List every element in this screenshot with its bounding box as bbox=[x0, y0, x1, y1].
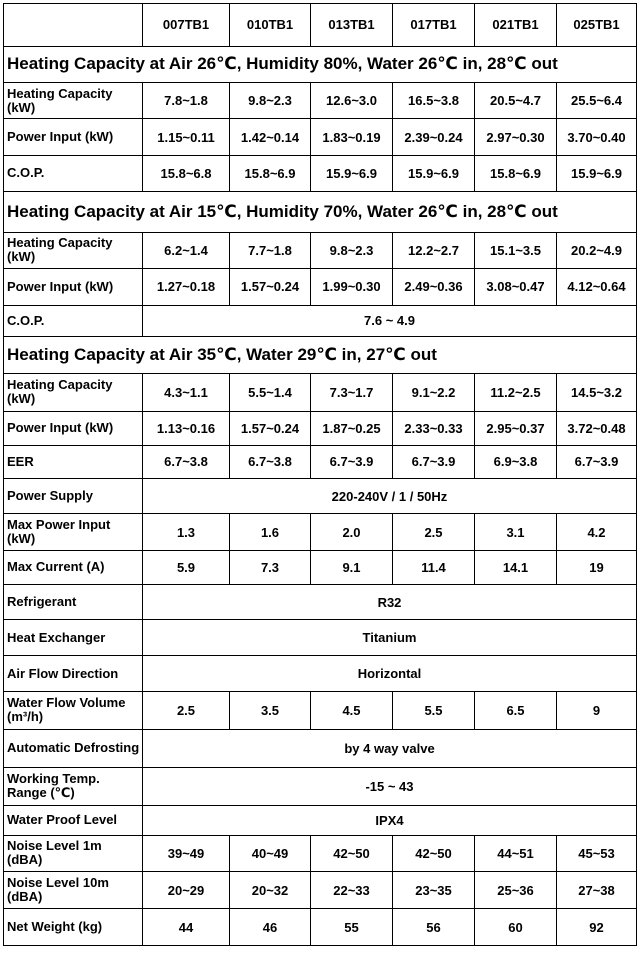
value-cell: 44 bbox=[143, 909, 230, 946]
model-header-cell: 007TB1 bbox=[143, 4, 230, 47]
value-cell: 9.8~2.3 bbox=[230, 83, 311, 119]
value-cell: 1.42~0.14 bbox=[230, 119, 311, 155]
row-label: Net Weight (kg) bbox=[4, 909, 143, 946]
value-cell: 6.2~1.4 bbox=[143, 232, 230, 268]
value-cell: 55 bbox=[311, 909, 393, 946]
value-cell: 2.5 bbox=[393, 514, 475, 550]
value-cell: 92 bbox=[557, 909, 637, 946]
value-cell: 6.7~3.9 bbox=[311, 445, 393, 478]
value-cell: 25~36 bbox=[475, 872, 557, 909]
row-label: Noise Level 10m (dBA) bbox=[4, 872, 143, 909]
shared-value-cell: Horizontal bbox=[143, 655, 637, 691]
value-cell: 6.9~3.8 bbox=[475, 445, 557, 478]
value-cell: 15.9~6.9 bbox=[393, 155, 475, 191]
model-header-cell: 017TB1 bbox=[393, 4, 475, 47]
value-cell: 1.57~0.24 bbox=[230, 269, 311, 305]
value-cell: 7.3~1.7 bbox=[311, 374, 393, 411]
value-cell: 14.1 bbox=[475, 550, 557, 584]
shared-value-cell: Titanium bbox=[143, 620, 637, 655]
value-cell: 4.3~1.1 bbox=[143, 374, 230, 411]
table-row bbox=[4, 835, 637, 871]
value-cell: 6.7~3.8 bbox=[230, 445, 311, 478]
value-cell: 20~29 bbox=[143, 872, 230, 909]
value-cell: 20.5~4.7 bbox=[475, 83, 557, 119]
value-cell: 15.1~3.5 bbox=[475, 232, 557, 268]
value-cell: 1.6 bbox=[230, 514, 311, 550]
row-label: Refrigerant bbox=[4, 585, 143, 620]
value-cell: 16.5~3.8 bbox=[393, 83, 475, 119]
table-row bbox=[4, 729, 637, 767]
row-label: Power Supply bbox=[4, 479, 143, 514]
value-cell: 1.13~0.16 bbox=[143, 411, 230, 445]
row-label: Water Proof Level bbox=[4, 805, 143, 835]
value-cell: 6.7~3.9 bbox=[557, 445, 637, 478]
table-row bbox=[4, 620, 637, 655]
value-cell: 3.5 bbox=[230, 692, 311, 729]
model-header-cell: 010TB1 bbox=[230, 4, 311, 47]
value-cell: 9.1~2.2 bbox=[393, 374, 475, 411]
value-cell: 14.5~3.2 bbox=[557, 374, 637, 411]
table-row bbox=[4, 514, 637, 550]
value-cell: 1.99~0.30 bbox=[311, 269, 393, 305]
table-row bbox=[4, 155, 637, 191]
value-cell: 1.83~0.19 bbox=[311, 119, 393, 155]
table-row bbox=[4, 411, 637, 445]
value-cell: 3.1 bbox=[475, 514, 557, 550]
row-label: Power Input (kW) bbox=[4, 269, 143, 305]
table-row bbox=[4, 585, 637, 620]
value-cell: 9 bbox=[557, 692, 637, 729]
value-cell: 3.70~0.40 bbox=[557, 119, 637, 155]
row-label: Max Power Input (kW) bbox=[4, 514, 143, 550]
shared-value-cell: 220-240V / 1 / 50Hz bbox=[143, 479, 637, 514]
model-header-cell: 025TB1 bbox=[557, 4, 637, 47]
value-cell: 4.5 bbox=[311, 692, 393, 729]
value-cell: 2.95~0.37 bbox=[475, 411, 557, 445]
row-label: Noise Level 1m (dBA) bbox=[4, 835, 143, 871]
row-label: Heating Capacity (kW) bbox=[4, 232, 143, 268]
row-label: EER bbox=[4, 445, 143, 478]
value-cell: 7.3 bbox=[230, 550, 311, 584]
value-cell: 6.5 bbox=[475, 692, 557, 729]
value-cell: 15.9~6.9 bbox=[557, 155, 637, 191]
value-cell: 1.27~0.18 bbox=[143, 269, 230, 305]
value-cell: 42~50 bbox=[311, 835, 393, 871]
value-cell: 1.15~0.11 bbox=[143, 119, 230, 155]
row-label: Heating Capacity (kW) bbox=[4, 374, 143, 411]
table-row bbox=[4, 4, 637, 47]
spec-table bbox=[3, 3, 637, 946]
value-cell: 23~35 bbox=[393, 872, 475, 909]
shared-value-cell: -15 ~ 43 bbox=[143, 768, 637, 805]
value-cell: 39~49 bbox=[143, 835, 230, 871]
section-row bbox=[4, 46, 637, 82]
row-label: Max Current (A) bbox=[4, 550, 143, 584]
value-cell: 9.1 bbox=[311, 550, 393, 584]
table-row bbox=[4, 655, 637, 691]
value-cell: 15.8~6.9 bbox=[475, 155, 557, 191]
value-cell: 5.5~1.4 bbox=[230, 374, 311, 411]
section-title: Heating Capacity at Air 15℃, Humidity 70%, Water 26℃ in, 28℃ out bbox=[4, 192, 637, 233]
value-cell: 20~32 bbox=[230, 872, 311, 909]
value-cell: 22~33 bbox=[311, 872, 393, 909]
value-cell: 4.12~0.64 bbox=[557, 269, 637, 305]
model-header-cell: 013TB1 bbox=[311, 4, 393, 47]
table-row bbox=[4, 83, 637, 119]
table-row bbox=[4, 232, 637, 268]
value-cell: 15.8~6.9 bbox=[230, 155, 311, 191]
value-cell: 40~49 bbox=[230, 835, 311, 871]
value-cell: 45~53 bbox=[557, 835, 637, 871]
value-cell: 15.9~6.9 bbox=[311, 155, 393, 191]
value-cell: 12.2~2.7 bbox=[393, 232, 475, 268]
row-label: Water Flow Volume (m³/h) bbox=[4, 692, 143, 729]
value-cell: 6.7~3.9 bbox=[393, 445, 475, 478]
value-cell: 2.5 bbox=[143, 692, 230, 729]
table-row bbox=[4, 805, 637, 835]
value-cell: 20.2~4.9 bbox=[557, 232, 637, 268]
value-cell: 27~38 bbox=[557, 872, 637, 909]
value-cell: 15.8~6.8 bbox=[143, 155, 230, 191]
value-cell: 2.0 bbox=[311, 514, 393, 550]
value-cell: 7.8~1.8 bbox=[143, 83, 230, 119]
value-cell: 2.39~0.24 bbox=[393, 119, 475, 155]
corner-cell bbox=[4, 4, 143, 47]
row-label: C.O.P. bbox=[4, 305, 143, 336]
table-row bbox=[4, 119, 637, 155]
section-title: Heating Capacity at Air 35℃, Water 29℃ in, 27℃ out bbox=[4, 336, 637, 373]
table-row bbox=[4, 768, 637, 805]
row-label: Power Input (kW) bbox=[4, 411, 143, 445]
value-cell: 7.7~1.8 bbox=[230, 232, 311, 268]
value-cell: 5.5 bbox=[393, 692, 475, 729]
shared-value-cell: IPX4 bbox=[143, 805, 637, 835]
value-cell: 9.8~2.3 bbox=[311, 232, 393, 268]
row-label: Heat Exchanger bbox=[4, 620, 143, 655]
section-row bbox=[4, 192, 637, 233]
table-row bbox=[4, 374, 637, 411]
shared-value-cell: 7.6 ~ 4.9 bbox=[143, 305, 637, 336]
value-cell: 44~51 bbox=[475, 835, 557, 871]
value-cell: 19 bbox=[557, 550, 637, 584]
model-header-cell: 021TB1 bbox=[475, 4, 557, 47]
row-label: Working Temp. Range (℃) bbox=[4, 768, 143, 805]
table-row bbox=[4, 479, 637, 514]
value-cell: 60 bbox=[475, 909, 557, 946]
value-cell: 6.7~3.8 bbox=[143, 445, 230, 478]
value-cell: 2.49~0.36 bbox=[393, 269, 475, 305]
value-cell: 46 bbox=[230, 909, 311, 946]
value-cell: 1.87~0.25 bbox=[311, 411, 393, 445]
row-label: Automatic Defrosting bbox=[4, 729, 143, 767]
table-row bbox=[4, 445, 637, 478]
section-row bbox=[4, 336, 637, 373]
table-row bbox=[4, 269, 637, 305]
value-cell: 25.5~6.4 bbox=[557, 83, 637, 119]
shared-value-cell: by 4 way valve bbox=[143, 729, 637, 767]
table-row bbox=[4, 872, 637, 909]
section-title: Heating Capacity at Air 26℃, Humidity 80%, Water 26℃ in, 28℃ out bbox=[4, 46, 637, 82]
row-label: Power Input (kW) bbox=[4, 119, 143, 155]
value-cell: 56 bbox=[393, 909, 475, 946]
value-cell: 5.9 bbox=[143, 550, 230, 584]
value-cell: 11.2~2.5 bbox=[475, 374, 557, 411]
value-cell: 2.97~0.30 bbox=[475, 119, 557, 155]
shared-value-cell: R32 bbox=[143, 585, 637, 620]
value-cell: 3.08~0.47 bbox=[475, 269, 557, 305]
value-cell: 2.33~0.33 bbox=[393, 411, 475, 445]
row-label: Air Flow Direction bbox=[4, 655, 143, 691]
value-cell: 11.4 bbox=[393, 550, 475, 584]
value-cell: 42~50 bbox=[393, 835, 475, 871]
value-cell: 4.2 bbox=[557, 514, 637, 550]
table-row bbox=[4, 692, 637, 729]
table-row bbox=[4, 909, 637, 946]
value-cell: 12.6~3.0 bbox=[311, 83, 393, 119]
table-row bbox=[4, 550, 637, 584]
value-cell: 3.72~0.48 bbox=[557, 411, 637, 445]
value-cell: 1.57~0.24 bbox=[230, 411, 311, 445]
row-label: Heating Capacity (kW) bbox=[4, 83, 143, 119]
row-label: C.O.P. bbox=[4, 155, 143, 191]
value-cell: 1.3 bbox=[143, 514, 230, 550]
table-row bbox=[4, 305, 637, 336]
